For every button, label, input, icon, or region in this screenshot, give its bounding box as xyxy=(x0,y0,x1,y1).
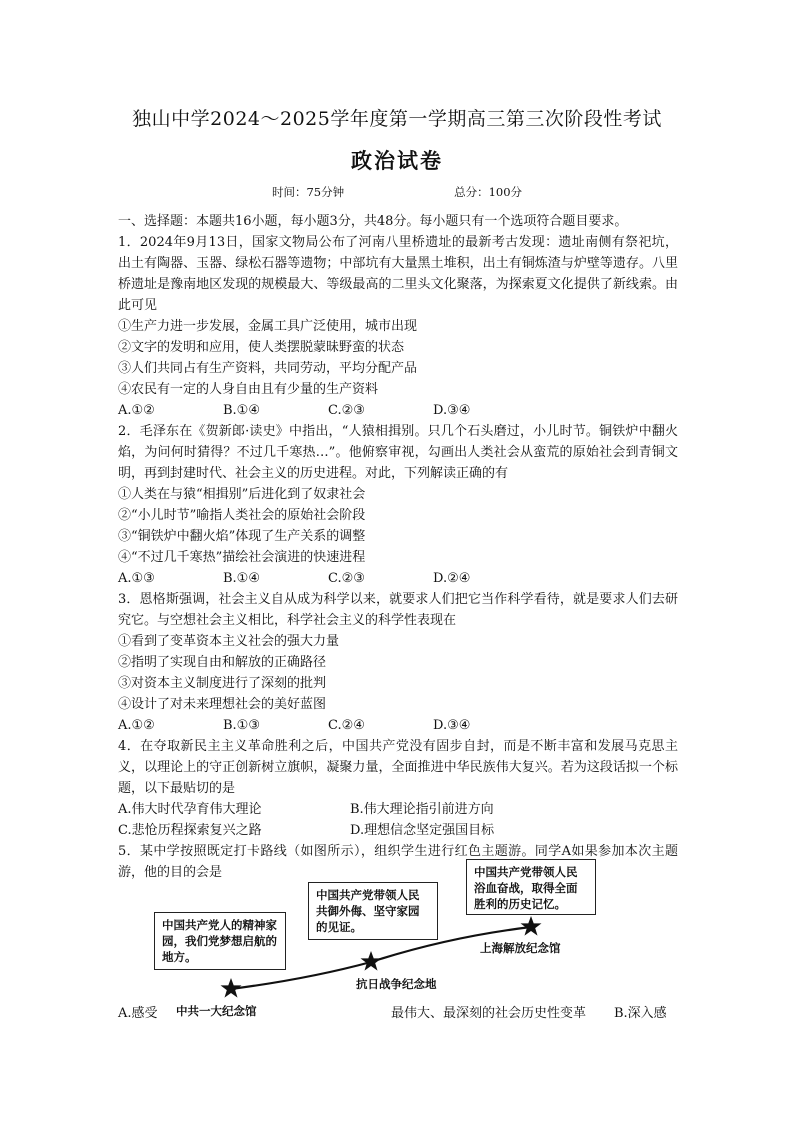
q3-option-c: C.②④ xyxy=(328,718,365,733)
q3-options xyxy=(118,715,678,736)
q1-option-a: A.①② xyxy=(118,403,155,418)
exam-subject: 政治试卷 xyxy=(351,148,443,173)
q1-item-1: ①生产力进一步发展，金属工具广泛使用，城市出现 xyxy=(118,319,418,334)
q3-stem: 3．恩格斯强调，社会主义自从成为科学以来，就要求人们把它当作科学看待，就是要求人们去研究它。与空想社会主义相比，科学社会主义的科学性表现在 xyxy=(118,592,678,628)
q3-option-a: A.①② xyxy=(118,718,155,733)
q4-option-c: C.悲怆历程探索复兴之路 xyxy=(118,823,262,838)
q4-options-row-2 xyxy=(118,820,678,841)
q3-option-d: D.③④ xyxy=(433,718,471,733)
q2-item-4: ④“不过几千寒热”描绘社会演进的快速进程 xyxy=(118,550,366,565)
q2-option-c: C.②③ xyxy=(328,571,365,586)
q3-item-4: ④设计了对未来理想社会的美好蓝图 xyxy=(118,697,327,712)
q2-item-2: ②“小儿时节”喻指人类社会的原始社会阶段 xyxy=(118,508,366,523)
q1-item-4: ④农民有一定的人身自由且有少量的生产资料 xyxy=(118,382,379,397)
box-anti-japanese: 中国共产党带领人民共御外侮、坚守家园的见证。 xyxy=(308,882,438,940)
box-shanghai-liberation: 中国共产党带领人民浴血奋战，取得全面胜利的历史记忆。 xyxy=(466,859,596,915)
star-icon xyxy=(521,916,542,936)
q1-item-2: ②文字的发明和应用，使人类摆脱蒙昧野蛮的状态 xyxy=(118,340,405,355)
q5-option-a-prefix: A.感受 xyxy=(118,1006,158,1021)
q3-item-3: ③对资本主义制度进行了深刻的批判 xyxy=(118,676,327,691)
q2-option-b: B.①④ xyxy=(223,571,260,586)
q5-option-line xyxy=(118,1002,678,1022)
place-shanghai-liberation: 上海解放纪念馆 xyxy=(480,941,561,955)
section-heading: 一、选择题：本题共16小题，每小题3分，共48分。每小题只有一个选项符合题目要求。 xyxy=(118,214,628,229)
q5-option-b-prefix: B.深入感 xyxy=(614,1006,667,1021)
q2-item-1: ①人类在与猿“相揖别”后进化到了奴隶社会 xyxy=(118,487,366,502)
q4-option-d: D.理想信念坚定强国目标 xyxy=(350,823,495,838)
q4-option-b: B.伟大理论指引前进方向 xyxy=(350,802,494,817)
q2-stem: 2．毛泽东在《贺新郎·读史》中指出，“人猿相揖别。只几个石头磨过，小儿时节。铜铁炉中翻火焰，为问何时猜得？不过几千寒热…”。他俯察审视，勾画出人类社会从蛮荒的原始社会到青铜文明，再到封建时代、社会主义的历史进程。对此，下列解读正确的有 xyxy=(118,424,678,481)
q4-stem: 4．在夺取新民主主义革命胜利之后，中国共产党没有固步自封，而是不断丰富和发展马克思主义，以理论上的守正创新树立旗帜，凝聚力量，全面推进中华民族伟大复兴。若为这段话拟一个标题，以下最贴切的是 xyxy=(118,739,678,796)
exam-meta xyxy=(0,184,794,200)
q1-option-c: C.②③ xyxy=(328,403,365,418)
q1-option-d: D.③④ xyxy=(433,403,471,418)
q3-option-b: B.①③ xyxy=(223,718,260,733)
q1-stem: 1．2024年9月13日，国家文物局公布了河南八里桥遗址的最新考古发现：遗址南侧有祭祀坑，出土有陶器、玉器、绿松石器等遗物；中部坑有大量黑土堆积，出土有铜炼渣与炉壁等遗存。八里桥遗址是豫南地区发现的规模最大、等级最高的二里头文化聚落，为探索夏文化提供了新线索。由此可见 xyxy=(118,235,678,313)
q1-option-b: B.①④ xyxy=(223,403,260,418)
q3-item-2: ②指明了实现自由和解放的正确路径 xyxy=(118,655,327,670)
box-party-congress: 中国共产党人的精神家园，我们党梦想启航的地方。 xyxy=(154,912,286,970)
q1-options xyxy=(118,400,678,421)
q4-option-a: A.伟大时代孕育伟大理论 xyxy=(118,802,262,817)
q3-item-1: ①看到了变革资本主义社会的强大力量 xyxy=(118,634,340,649)
q2-options xyxy=(118,568,678,589)
exam-score: 总分：100分 xyxy=(454,185,523,199)
exam-body xyxy=(118,211,678,883)
q2-option-d: D.②④ xyxy=(433,571,471,586)
q2-option-a: A.①③ xyxy=(118,571,155,586)
exam-title: 独山中学2024～2025学年度第一学期高三第三次阶段性考试 xyxy=(132,108,662,130)
q1-item-3: ③人们共同占有生产资料，共同劳动，平均分配产品 xyxy=(118,361,418,376)
q5-option-text: 最伟大、最深刻的社会历史性变革 xyxy=(391,1006,587,1021)
place-party-congress: 中共一大纪念馆 xyxy=(176,1004,257,1018)
q2-item-3: ③“铜铁炉中翻火焰”体现了生产关系的调整 xyxy=(118,529,366,544)
q5-stem: 5．某中学按照既定打卡路线（如图所示），组织学生进行红色主题游。同学A如果参加本次主题游，他的目的会是 xyxy=(118,844,678,880)
q4-options-row-1 xyxy=(118,799,678,820)
exam-time: 时间：75分钟 xyxy=(271,185,345,199)
place-anti-japanese: 抗日战争纪念地 xyxy=(356,977,437,991)
